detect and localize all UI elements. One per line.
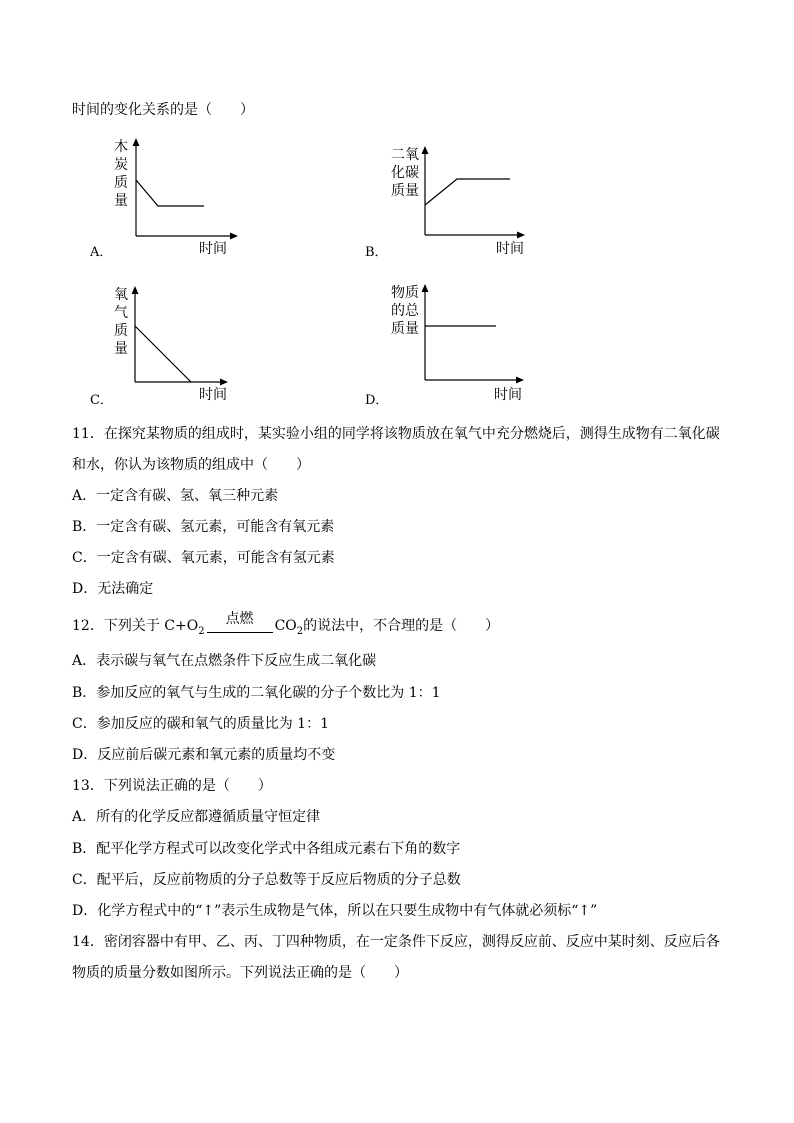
graph-b-axes: [363, 146, 533, 246]
graph-d: [363, 284, 533, 409]
graph-d-xlabel: 时间: [494, 387, 522, 403]
q11-option-d: D．无法确定: [72, 581, 154, 597]
graph-b-ylabel: 二氧 化碳 质量: [391, 147, 419, 199]
q12-option-b: B．参加反应的氧气与生成的二氧化碳的分子个数比为 1：1: [72, 685, 441, 701]
graph-c-axes: [86, 286, 246, 396]
graph-d-ylabel: 物质 的总 质量: [391, 285, 419, 337]
graph-d-axes: [363, 284, 533, 394]
graph-c-ylabel: 氧 气 质 量: [114, 287, 128, 357]
q12-co2-subscript: 2: [296, 625, 304, 637]
q14-stem-line2: 物质的质量分数如图所示。下列说法正确的是（ ）: [72, 965, 408, 981]
graph-c-option: C．: [90, 393, 113, 408]
q11-option-a: A．一定含有碳、氢、氧三种元素: [72, 488, 279, 504]
q12-stem: [72, 610, 500, 641]
graph-b-option: B．: [365, 245, 388, 260]
graph-a-xlabel: 时间: [199, 241, 227, 257]
q11-stem-line1: 11．在探究某物质的组成时，某实验小组的同学将该物质放在氧气中充分燃烧后，测得生成物有二氧化碳: [72, 426, 720, 442]
q12-stem-post: 的说法中，不合理的是（ ）: [303, 618, 500, 634]
q12-o2-subscript: 2: [198, 625, 205, 637]
q12-reaction-condition: 点燃: [225, 610, 254, 627]
graph-a-ylabel: 木 炭 质 量: [114, 139, 128, 209]
graph-b: [363, 146, 533, 266]
q12-option-c: C．参加反应的碳和氧气的质量比为 1：1: [72, 716, 329, 732]
q11-option-c: C．一定含有碳、氧元素，可能含有氢元素: [72, 550, 335, 566]
graph-b-xlabel: 时间: [496, 241, 524, 257]
q13-option-a: A．所有的化学反应都遵循质量守恒定律: [72, 809, 321, 825]
q11-option-b: B．一定含有碳、氢元素，可能含有氧元素: [72, 519, 335, 535]
graph-c-xlabel: 时间: [199, 387, 227, 403]
graph-a: [86, 138, 246, 263]
question-intro: 时间的变化关系的是（ ）: [72, 102, 254, 118]
graph-d-option: D．: [365, 393, 389, 408]
graph-a-curve: [136, 180, 204, 206]
graph-a-axes: [86, 138, 246, 248]
q13-option-c: C．配平后，反应前物质的分子总数等于反应后物质的分子总数: [72, 872, 461, 888]
graph-b-curve: [425, 179, 510, 205]
graph-a-option: A．: [90, 245, 113, 260]
q13-option-b: B．配平化学方程式可以改变化学式中各组成元素右下角的数字: [72, 841, 461, 857]
graph-c-curve: [135, 326, 191, 382]
q11-stem-line2: 和水，你认为该物质的组成中（ ）: [72, 457, 310, 473]
q13-option-d: D．化学方程式中的“↑”表示生成物是气体，所以在只要生成物中有气体就必须标“↑”: [72, 903, 598, 919]
q12-equals-line: [207, 632, 273, 633]
q14-stem-line1: 14．密闭容器中有甲、乙、丙、丁四种物质，在一定条件下反应，测得反应前、反应中某时刻、反应后各: [72, 934, 720, 950]
q12-equation-arrow: [205, 610, 275, 641]
q12-product: CO: [274, 618, 297, 634]
q12-stem-pre: 12．下列关于 C+O: [72, 618, 199, 634]
graph-c: [86, 286, 246, 411]
q12-option-a: A．表示碳与氧气在点燃条件下反应生成二氧化碳: [72, 653, 377, 669]
q13-stem: 13．下列说法正确的是（ ）: [72, 778, 272, 794]
q12-option-d: D．反应前后碳元素和氧元素的质量均不变: [72, 747, 336, 763]
